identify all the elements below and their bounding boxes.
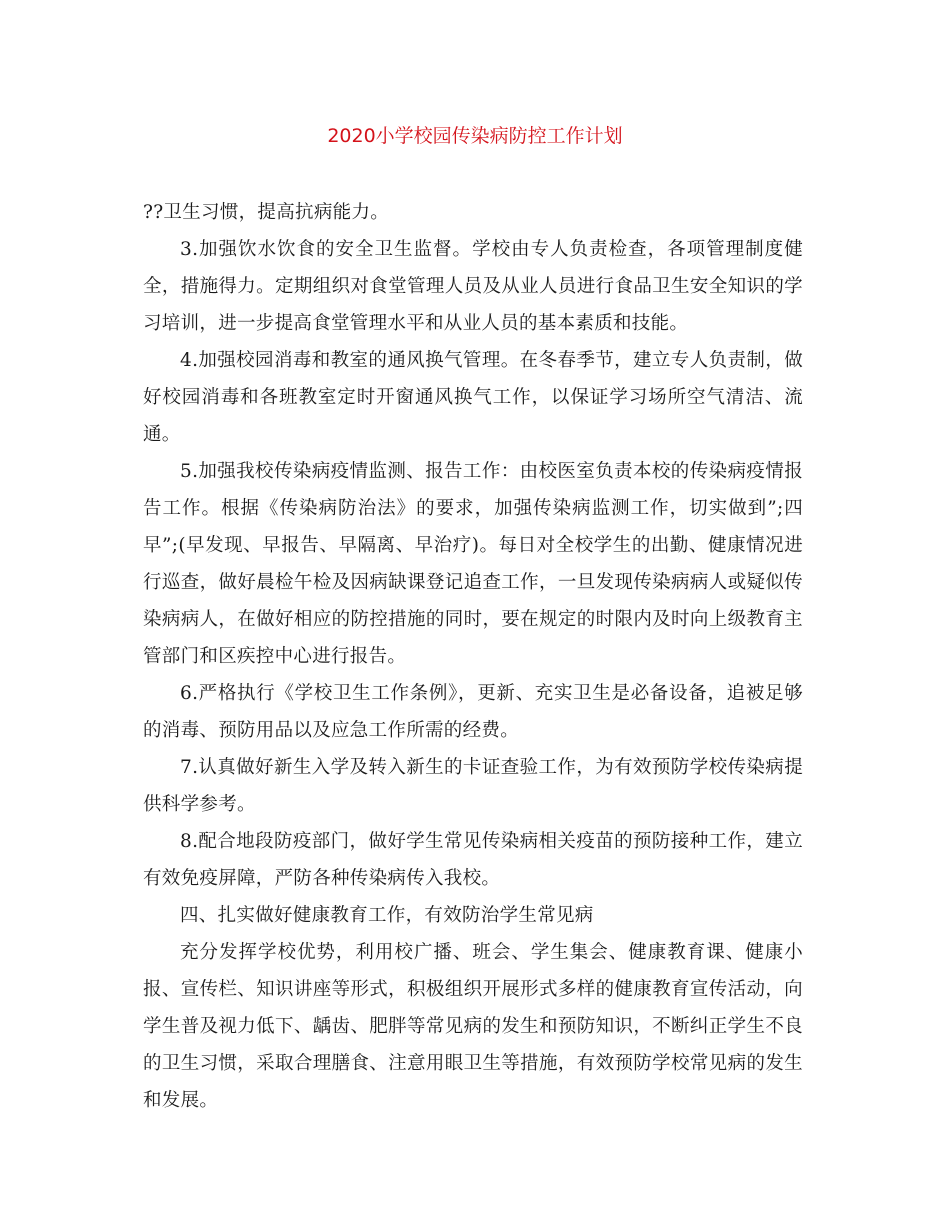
- paragraph-item-7: 7.认真做好新生入学及转入新生的卡证查验工作，为有效预防学校传染病提供科学参考。: [143, 757, 803, 815]
- paragraph-item-6: 6.严格执行《学校卫生工作条例》，更新、充实卫生是必备设备，追被足够的消毒、预防用品以及应急工作所需的经费。: [143, 683, 803, 741]
- paragraph-item-4: 4.加强校园消毒和教室的通风换气管理。在冬春季节，建立专人负责制，做好校园消毒和各班教室定时开窗通风换气工作，以保证学习场所空气清洁、流通。: [143, 350, 803, 445]
- paragraph-item-3: 3.加强饮水饮食的安全卫生监督。学校由专人负责检查，各项管理制度健全，措施得力。定期组织对食堂管理人员及从业人员进行食品卫生安全知识的学习培训，进一步提高食堂管理水平和从业人员的基本素质和技能。: [143, 239, 803, 334]
- paragraph-health-education: 充分发挥学校优势，利用校广播、班会、学生集会、健康教育课、健康小报、宣传栏、知识讲座等形式，积极组织开展形式多样的健康教育宣传活动，向学生普及视力低下、龋齿、肥胖等常见病的发生和预防知识，不断纠正学生不良的卫生习惯，采取合理膳食、注意用眼卫生等措施，有效预防学校常见病的发生和发展。: [143, 942, 803, 1111]
- document-body: [143, 194, 803, 1119]
- paragraph-continuation: ??卫生习惯，提高抗病能力。: [143, 202, 390, 223]
- paragraph-item-8: 8.配合地段防疫部门，做好学生常见传染病相关疫苗的预防接种工作，建立有效免疫屏障，严防各种传染病传入我校。: [143, 831, 803, 889]
- document-title: 2020小学校园传染病防控工作计划: [327, 125, 623, 147]
- section-heading-4: 四、扎实做好健康教育工作，有效防治学生常见病: [180, 905, 594, 926]
- paragraph-item-5: 5.加强我校传染病疫情监测、报告工作：由校医室负责本校的传染病疫情报告工作。根据《传染病防治法》的要求，加强传染病监测工作，切实做到”;四早”;(早发现、早报告、早隔离、早治疗)。每日对全校学生的出勤、健康情况进行巡查，做好晨检午检及因病缺课登记追查工作，一旦发现传染病病人或疑似传染病病人，在做好相应的防控措施的同时，要在规定的时限内及时向上级教育主管部门和区疾控中心进行报告。: [143, 461, 803, 667]
